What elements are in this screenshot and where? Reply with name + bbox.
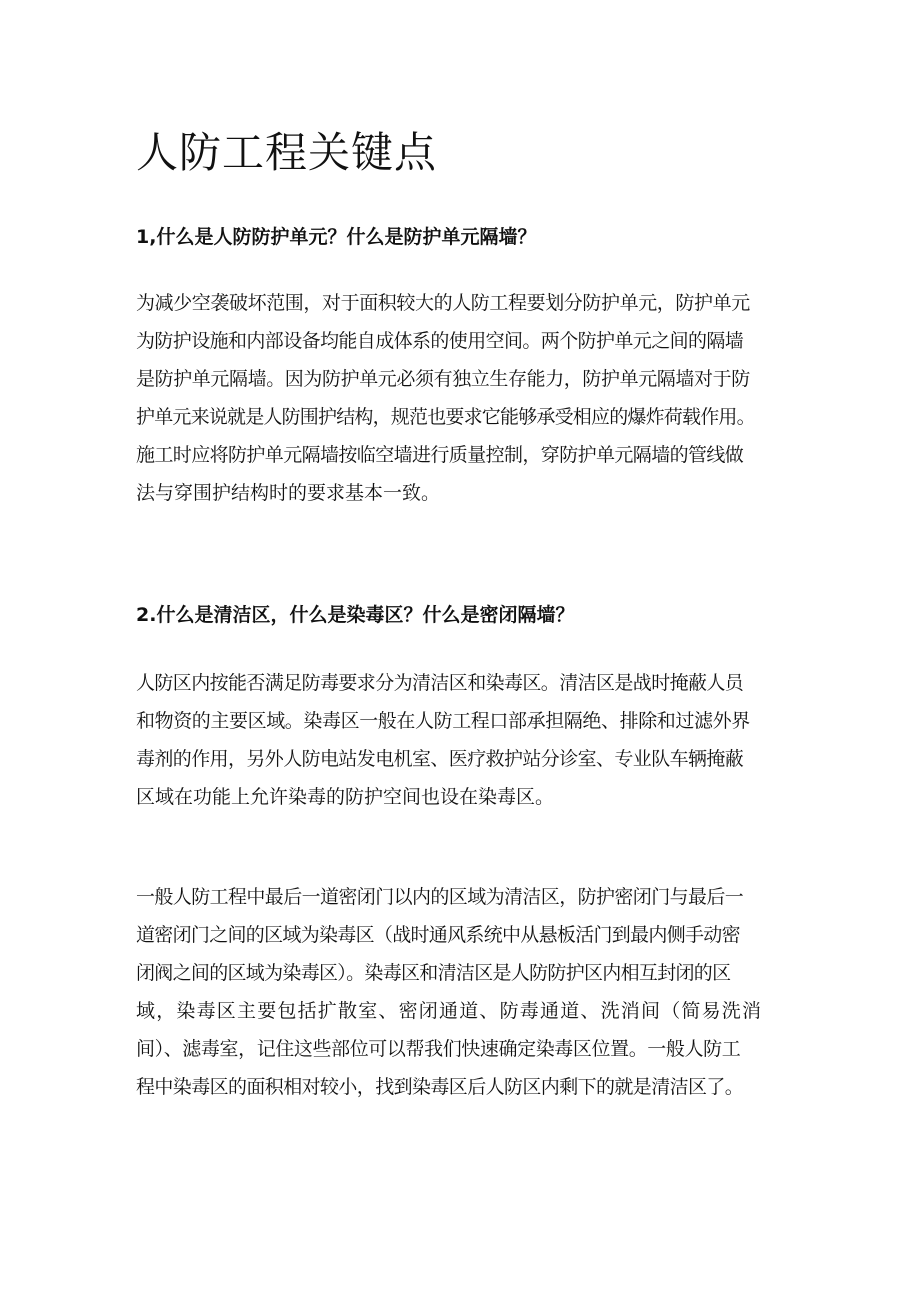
document-title: 人防工程关键点 — [136, 128, 438, 177]
section-2-paragraph-2 — [136, 878, 796, 1106]
paragraph-line: 和物资的主要区域。染毒区一般在人防工程口部承担隔绝、排除和过滤外界 — [136, 710, 750, 732]
paragraph-line: 道密闭门之间的区域为染毒区（战时通风系统中从悬板活门到最内侧手动密 — [136, 924, 740, 946]
paragraph-line: 为防护设施和内部设备均能自成体系的使用空间。两个防护单元之间的隔墙 — [136, 330, 744, 352]
section-heading-2: 2.什么是清洁区，什么是染毒区？什么是密闭隔墙？ — [136, 604, 575, 626]
section-heading-1: 1,什么是人防防护单元？什么是防护单元隔墙？ — [136, 226, 537, 248]
paragraph-line: 一般人防工程中最后一道密闭门以内的区域为清洁区，防护密闭门与最后一 — [136, 886, 744, 908]
paragraph-line: 法与穿围护结构时的要求基本一致。 — [136, 482, 441, 504]
paragraph-line: 间）、滤毒室，记住这些部位可以帮我们快速确定染毒区位置。一般人防工 — [136, 1038, 741, 1060]
paragraph-line: 人防区内按能否满足防毒要求分为清洁区和染毒区。清洁区是战时掩蔽人员 — [136, 672, 744, 694]
paragraph-line: 域，染毒区主要包括扩散室、密闭通道、防毒通道、洗消间（简易洗消 — [136, 1000, 763, 1022]
paragraph-line: 是防护单元隔墙。因为防护单元必须有独立生存能力，防护单元隔墙对于防 — [136, 368, 750, 390]
paragraph-line: 区域在功能上允许染毒的防护空间也设在染毒区。 — [136, 786, 555, 808]
paragraph-line: 程中染毒区的面积相对较小，找到染毒区后人防区内剩下的就是清洁区了。 — [136, 1076, 744, 1098]
paragraph-line: 毒剂的作用，另外人防电站发电机室、医疗救护站分诊室、专业队车辆掩蔽 — [136, 748, 744, 770]
paragraph-line: 闭阀之间的区域为染毒区）。染毒区和清洁区是人防防护区内相互封闭的区 — [136, 962, 731, 984]
section-2-paragraph-1 — [136, 664, 796, 816]
paragraph-line: 护单元来说就是人防围护结构，规范也要求它能够承受相应的爆炸荷载作用。 — [136, 406, 755, 428]
paragraph-line: 施工时应将防护单元隔墙按临空墙进行质量控制，穿防护单元隔墙的管线做 — [136, 444, 744, 466]
paragraph-line: 为减少空袭破坏范围，对于面积较大的人防工程要划分防护单元，防护单元 — [136, 292, 750, 314]
section-1-paragraph-1 — [136, 284, 796, 512]
